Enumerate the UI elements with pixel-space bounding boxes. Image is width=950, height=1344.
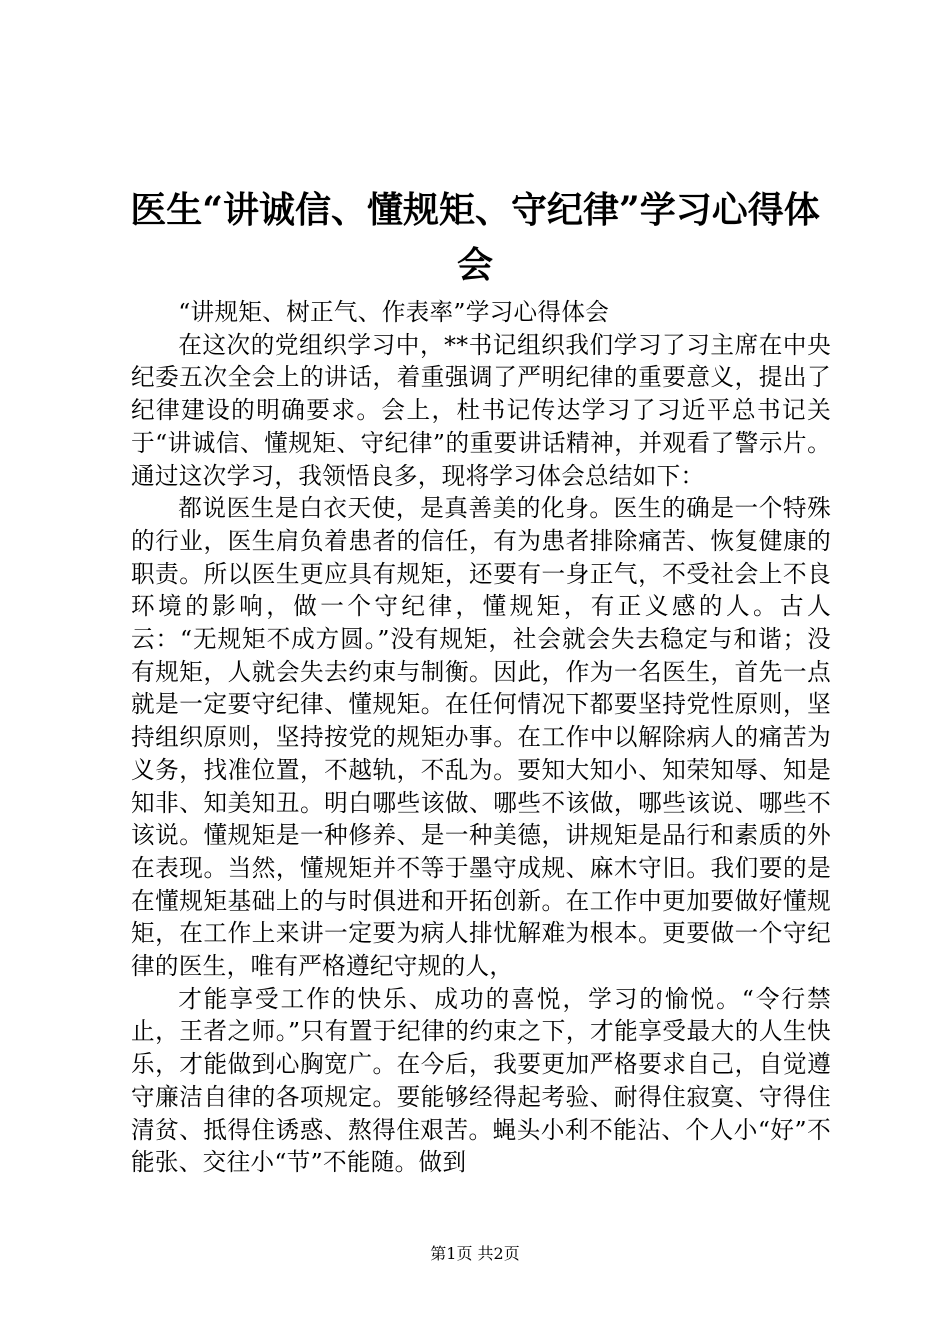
page-footer: 第1页 共2页 [430, 1244, 520, 1263]
subtitle-paragraph: “讲规矩、树正气、作表率”学习心得体会 [178, 298, 610, 326]
body-paragraph: 才能享受工作的快乐、成功的喜悦，学习的愉悦。“令行禁止，王者之师。”只有置于纪律的约束之下，才能享受最大的人生快乐，才能做到心胸宽广。在今后，我要更加严格要求自己，自觉遵守廉洁自律的各项规定。要能够经得起考验、耐得住寂寞、守得住清贫、抵得住诱惑、熬得住艰苦。蝇头小利不能沾、个人小“好”不能张、交往小“节”不能随。做到 [131, 984, 831, 1177]
body-paragraph: 在这次的党组织学习中，**书记组织我们学习了习主席在中央纪委五次全会上的讲话，着重强调了严明纪律的重要意义，提出了纪律建设的明确要求。会上，杜书记传达学习了习近平总书记关于“讲诚信、懂规矩、守纪律”的重要讲话精神，并观看了警示片。通过这次学习，我领悟良多，现将学习体会总结如下： [131, 330, 831, 490]
document-title: 医生“讲诚信、懂规矩、守纪律”学习心得体会 [130, 189, 820, 286]
document-body [131, 296, 831, 1179]
body-paragraph: 都说医生是白衣天使，是真善美的化身。医生的确是一个特殊的行业，医生肩负着患者的信任，有为患者排除痛苦、恢复健康的职责。所以医生更应具有规矩，还要有一身正气，不受社会上不良环境的影响，做一个守纪律，懂规矩，有正义感的人。古人云：“无规矩不成方圆。”没有规矩，社会就会失去稳定与和谐；没有规矩，人就会失去约束与制衡。因此，作为一名医生，首先一点就是一定要守纪律、懂规矩。在任何情况下都要坚持党性原则，坚持组织原则，坚持按党的规矩办事。在工作中以解除病人的痛苦为义务，找准位置，不越轨，不乱为。要知大知小、知荣知辱、知是知非、知美知丑。明白哪些该做、哪些不该做，哪些该说、哪些不该说。懂规矩是一种修养、是一种美德，讲规矩是品行和素质的外在表现。当然，懂规矩并不等于墨守成规、麻木守旧。我们要的是在懂规矩基础上的与时俱进和开拓创新。在工作中更加要做好懂规矩，在工作上来讲一定要为病人排忧解难为根本。更要做一个守纪律的医生，唯有严格遵纪守规的人， [131, 494, 831, 981]
